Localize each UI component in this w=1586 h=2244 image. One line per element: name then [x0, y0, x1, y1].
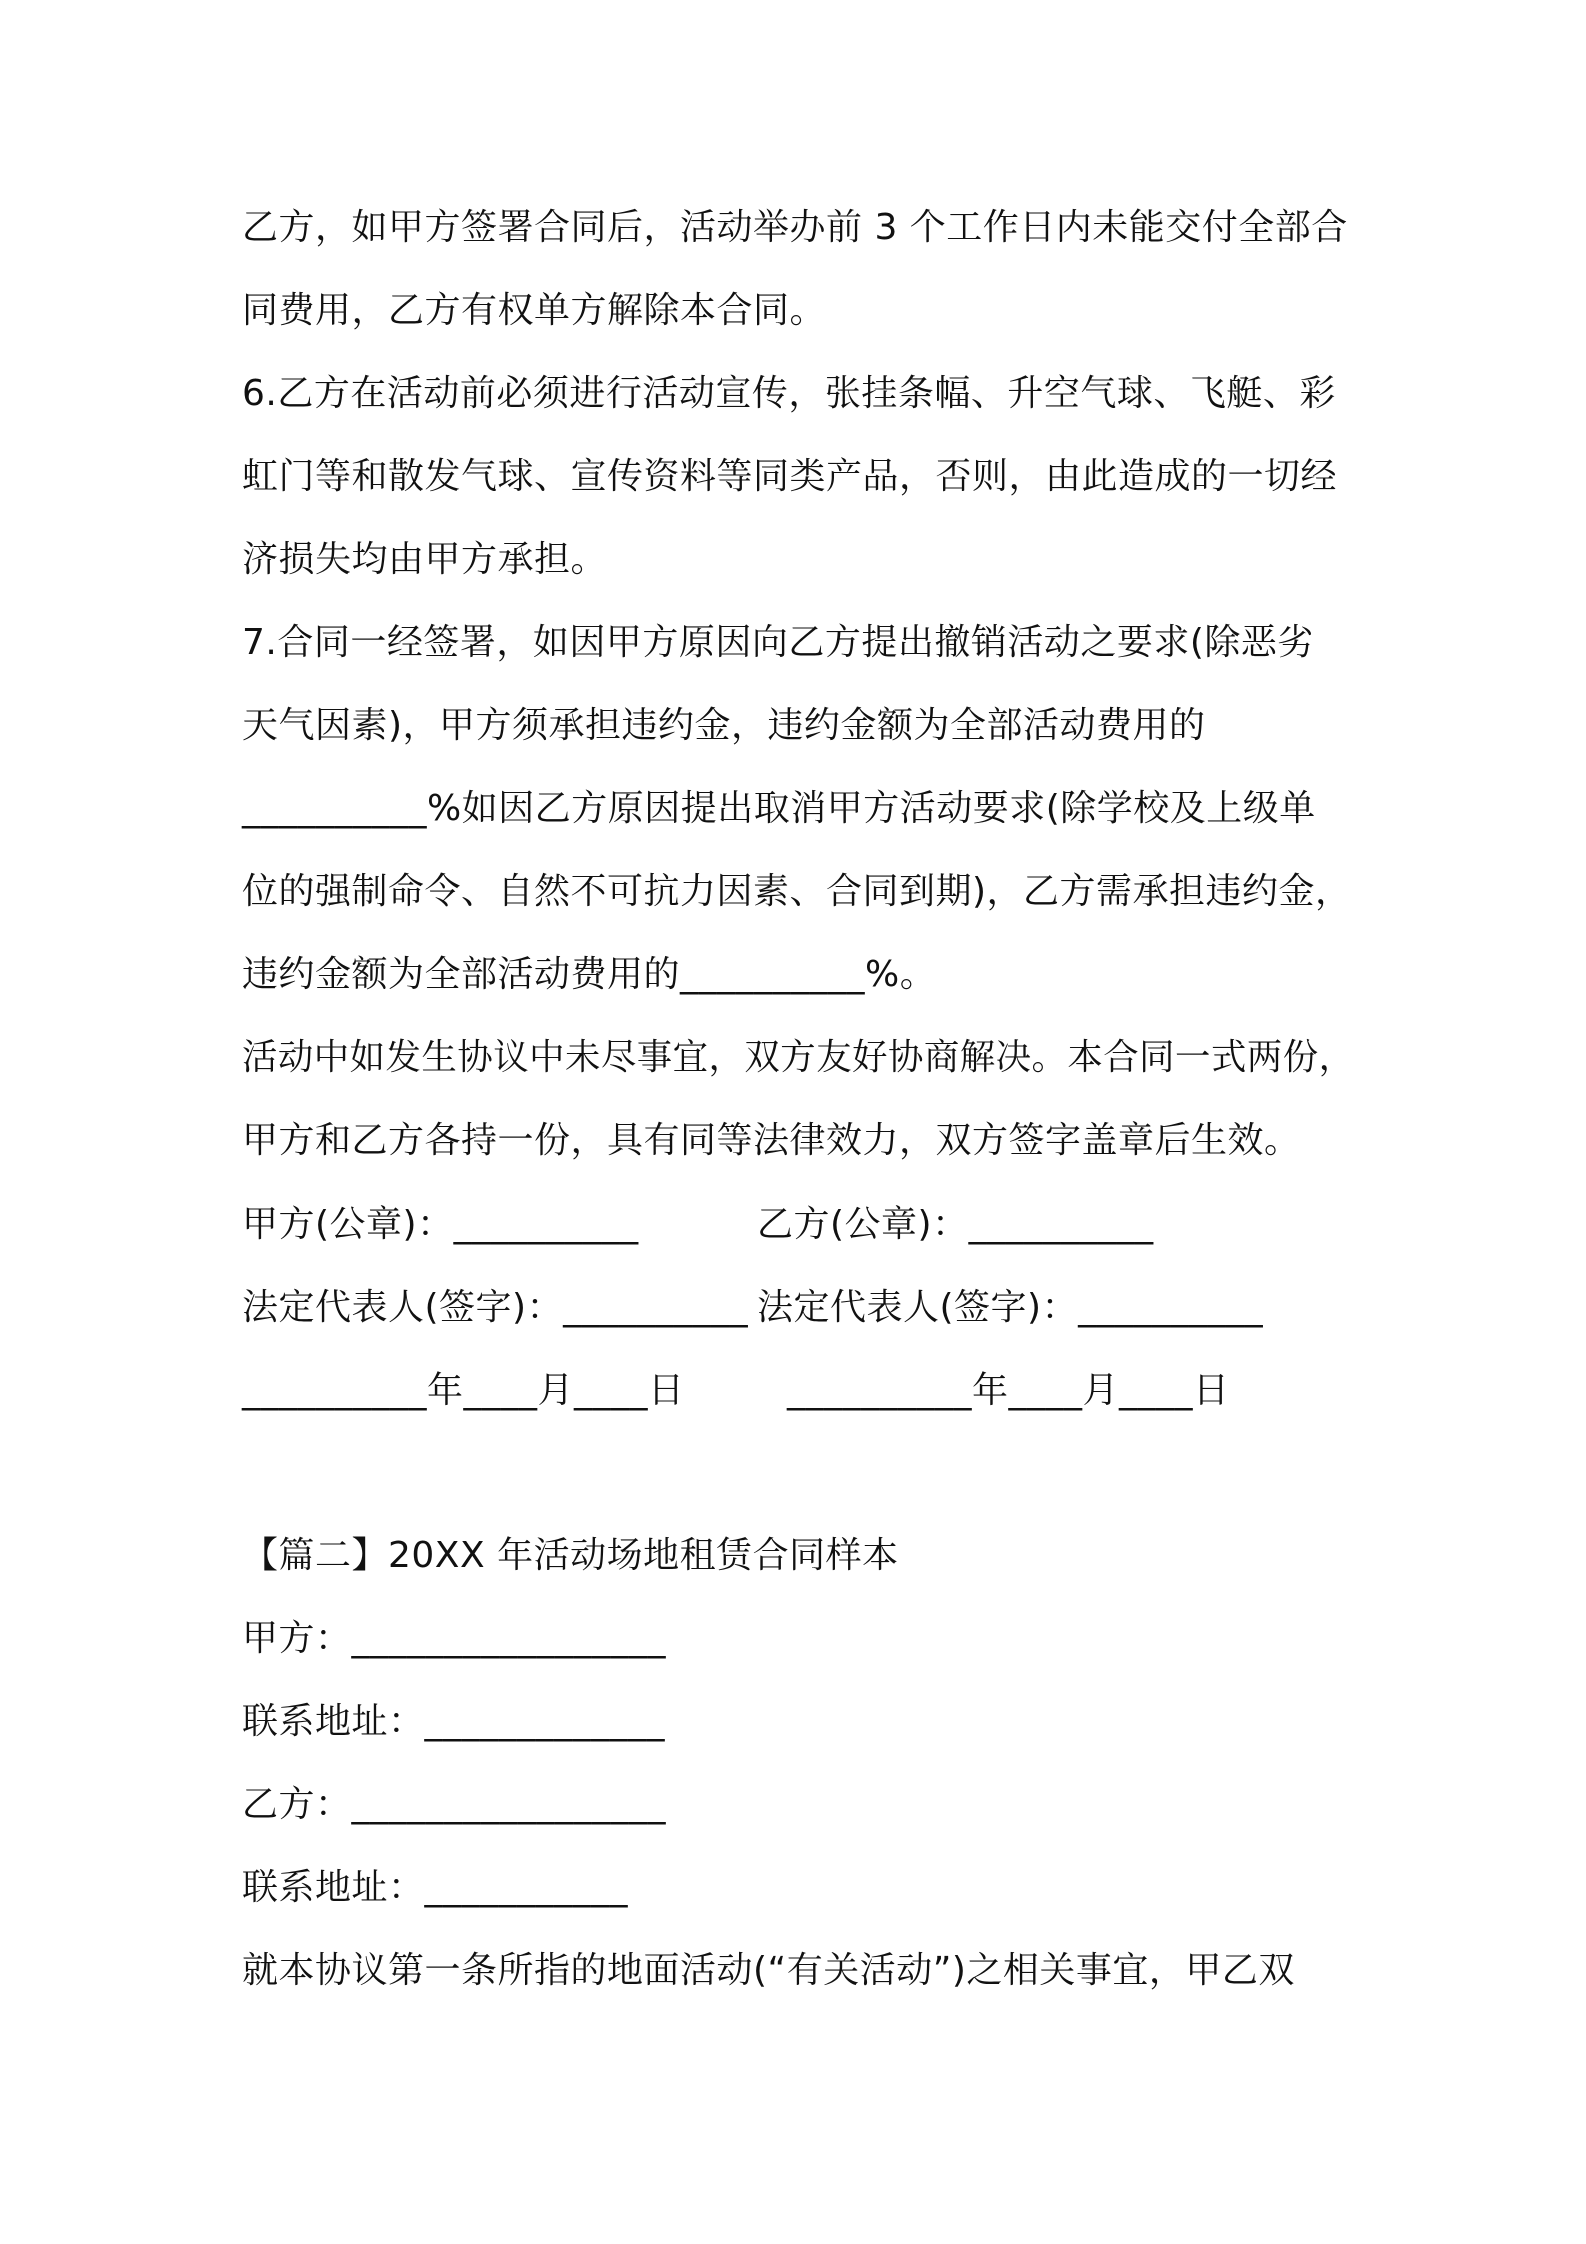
party-a-seal: 甲方(公章)：__________ [242, 1204, 639, 1245]
paragraph-line: 违约金额为全部活动费用的__________%。 [242, 954, 937, 995]
party-a-address-field: 联系地址：_____________ [242, 1701, 666, 1742]
paragraph-line: 天气因素)，甲方须承担违约金，违约金额为全部活动费用的 [242, 705, 1206, 746]
party-a-date: __________年____月____日 [242, 1370, 685, 1411]
party-a-field: 甲方：_________________ [242, 1618, 667, 1659]
paragraph-line: 7.合同一经签署，如因甲方原因向乙方提出撤销活动之要求(除恶劣 [242, 622, 1314, 663]
paragraph-line: 甲方和乙方各持一份，具有同等法律效力，双方签字盖章后生效。 [242, 1120, 1301, 1161]
party-b-date: __________年____月____日 [787, 1370, 1230, 1411]
paragraph-line: 虹门等和散发气球、宣传资料等同类产品，否则，由此造成的一切经 [242, 456, 1338, 497]
paragraph-line: 济损失均由甲方承担。 [242, 539, 608, 580]
paragraph-line: 活动中如发生协议中未尽事宜，双方友好协商解决。本合同一式两份， [242, 1037, 1355, 1078]
section-title: 【篇二】20XX 年活动场地租赁合同样本 [242, 1535, 899, 1576]
party-b-seal: 乙方(公章)：__________ [757, 1204, 1154, 1245]
paragraph-line: 就本协议第一条所指的地面活动(“有关活动”)之相关事宜，甲乙双 [242, 1950, 1295, 1991]
party-b-address-field: 联系地址：___________ [242, 1867, 629, 1908]
paragraph-line: 位的强制命令、自然不可抗力因素、合同到期)，乙方需承担违约金， [242, 871, 1352, 912]
party-b-field: 乙方：_________________ [242, 1784, 667, 1825]
party-b-representative: 法定代表人(签字)：__________ [757, 1287, 1264, 1328]
paragraph-line: 同费用，乙方有权单方解除本合同。 [242, 290, 827, 331]
paragraph-line: 6.乙方在活动前必须进行活动宣传，张挂条幅、升空气球、飞艇、彩 [242, 373, 1336, 414]
paragraph-line: __________%如因乙方原因提出取消甲方活动要求(除学校及上级单 [242, 788, 1316, 829]
paragraph-line: 乙方，如甲方签署合同后，活动举办前 3 个工作日内未能交付全部合 [242, 207, 1348, 248]
party-a-representative: 法定代表人(签字)：__________ [242, 1287, 749, 1328]
